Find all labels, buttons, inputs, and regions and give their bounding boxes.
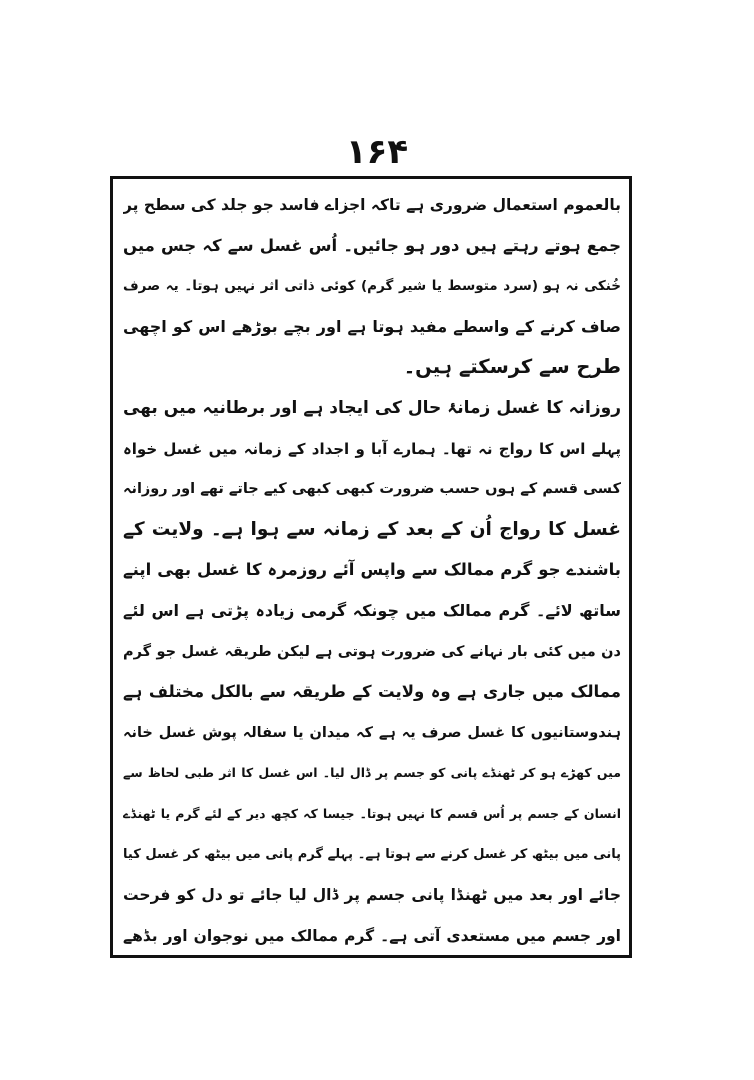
text-frame (110, 176, 632, 958)
text-line: غسل کا رواج اُن کے بعد کے زمانہ سے ہوا ہے۔ ولایت کے (123, 518, 621, 540)
text-line: ممالک میں جاری ہے وہ ولایت کے طریقہ سے بالکل مختلف ہے (123, 682, 621, 702)
text-line: باشندے جو گرم ممالک سے واپس آئے روزمرہ کا غسل بھی اپنے (123, 560, 621, 580)
text-line: اور جسم میں مستعدی آتی ہے۔ گرم ممالک میں نوجوان اور بڈھے (123, 926, 621, 945)
text-line: پہلے اس کا رواج نہ تھا۔ ہمارے آبا و اجداد کے زمانہ میں غسل خواہ (123, 439, 621, 458)
text-line: طرح سے کرسکتے ہیں۔ (403, 355, 621, 379)
text-line: بالعموم استعمال ضروری ہے تاکہ اجزاے فاسد جو جلد کی سطح پر (123, 196, 621, 214)
text-line: دن میں کئی بار نہانے کی ضرورت ہوتی ہے لیکن طریقہ غسل جو گرم (123, 643, 621, 660)
text-line: روزانہ کا غسل زمانۂ حال کی ایجاد ہے اور برطانیہ میں بھی (123, 397, 621, 418)
text-line: ہندوستانیوں کا غسل صرف یہ ہے کہ میدان یا سفالہ پوش غسل خانہ (123, 724, 621, 741)
text-line: خُنکی نہ ہو (سرد متوسط یا شیر گرم) کوئی ذاتی اثر نہیں ہوتا۔ یہ صرف (123, 278, 621, 295)
text-line: جائے اور بعد میں ٹھنڈا پانی جسم پر ڈال لیا جائے تو دل کو فرحت (123, 886, 621, 905)
text-line: جمع ہوتے رہتے ہیں دور ہو جائیں۔ اُس غسل سے کہ جس میں (123, 235, 621, 255)
text-line: ساتھ لائے۔ گرم ممالک میں چونکہ گرمی زیادہ پڑتی ہے اس لئے (123, 600, 621, 620)
text-line: انسان کے جسم پر اُس قسم کا نہیں ہوتا۔ جیسا کہ کچھ دیر کے لئے گرم یا ٹھنڈے (123, 805, 621, 821)
text-line: صاف کرنے کے واسطے مفید ہوتا ہے اور بچے بوڑھے اس کو اچھی (123, 316, 621, 336)
text-line: پانی میں بیٹھ کر غسل کرنے سے ہوتا ہے۔ پہلے گرم پانی میں بیٹھ کر غسل کیا (123, 846, 621, 862)
body-text (123, 185, 621, 956)
text-line: میں کھڑے ہو کر ٹھنڈے پانی کو جسم پر ڈال لیا۔ اس غسل کا اثر طبی لحاظ سے (123, 765, 621, 781)
text-line: کسی قسم کے ہوں حسب ضرورت کبھی کبھی کیے جاتے تھے اور روزانہ (123, 481, 621, 498)
page-number: ۱۶۴ (345, 132, 409, 172)
